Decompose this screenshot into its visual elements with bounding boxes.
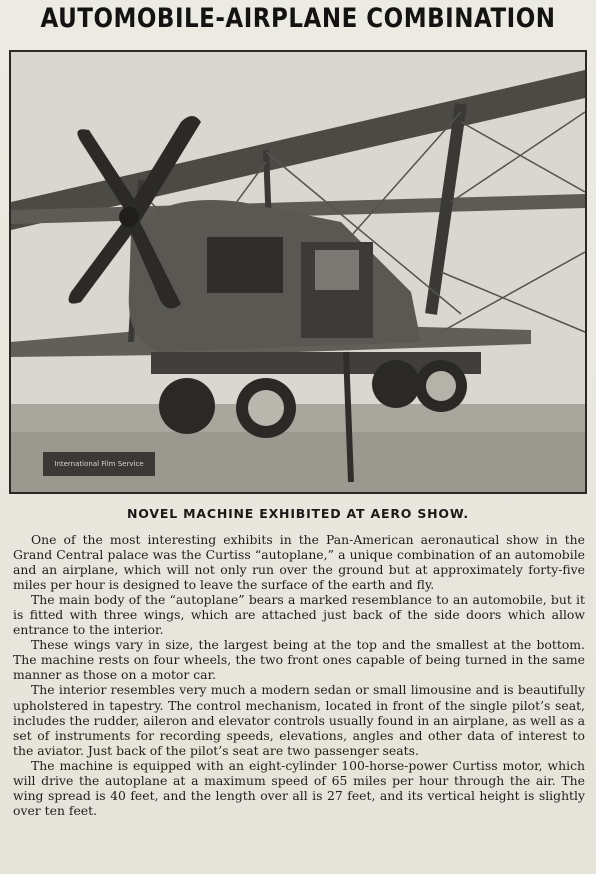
paragraph-5: The machine is equipped with an eight-cylinder 100-horse-power Curtiss motor, which will drive the autoplane at a maximum speed of 65 miles per hour through the air. The wing spread is 40 feet, and the length over all is 27 feet, and its vertical height is slightly over ten feet.	[13, 757, 585, 818]
article-body	[13, 532, 585, 818]
paragraph-3: These wings vary in size, the largest being at the top and the smallest at the bottom. The machine rests on four wheels, the two front ones capable of being turned in the same manner as those on a motor car.	[13, 637, 585, 683]
paragraph-1: One of the most interesting exhibits in the Pan-American aeronautical show in the Grand Central palace was the Curtiss “autoplane,” a unique combination of an automobile and an airplane, which will not only run over the ground but at approximately forty-five miles per hour is designed to leave the surface of the earth and fly.	[13, 532, 585, 593]
paragraph-2: The main body of the “autoplane” bears a marked resemblance to an automobile, but it is fitted with three wings, which are attached just back of the side doors which allow entrance to the interior.	[13, 592, 585, 638]
subheadline: NOVEL MACHINE EXHIBITED AT AERO SHOW.	[127, 506, 469, 521]
paragraph-4: The interior resembles very much a modern sedan or small limousine and is beautifully upholstered in tapestry. The control mechanism, located in front of the single pilot’s seat, includes the rudder, aileron and elevator controls usually found in an airplane, as well as a set of instruments for recording speeds, elevations, angles and other data of interest to the aviator. Just back of the pilot’s seat are two passenger seats.	[13, 682, 585, 758]
headline: AUTOMOBILE-AIRPLANE COMBINATION	[40, 4, 556, 34]
autoplane-illustration	[11, 52, 585, 492]
photo-credit: International Film Service	[43, 452, 155, 476]
autoplane-photo	[9, 50, 587, 494]
